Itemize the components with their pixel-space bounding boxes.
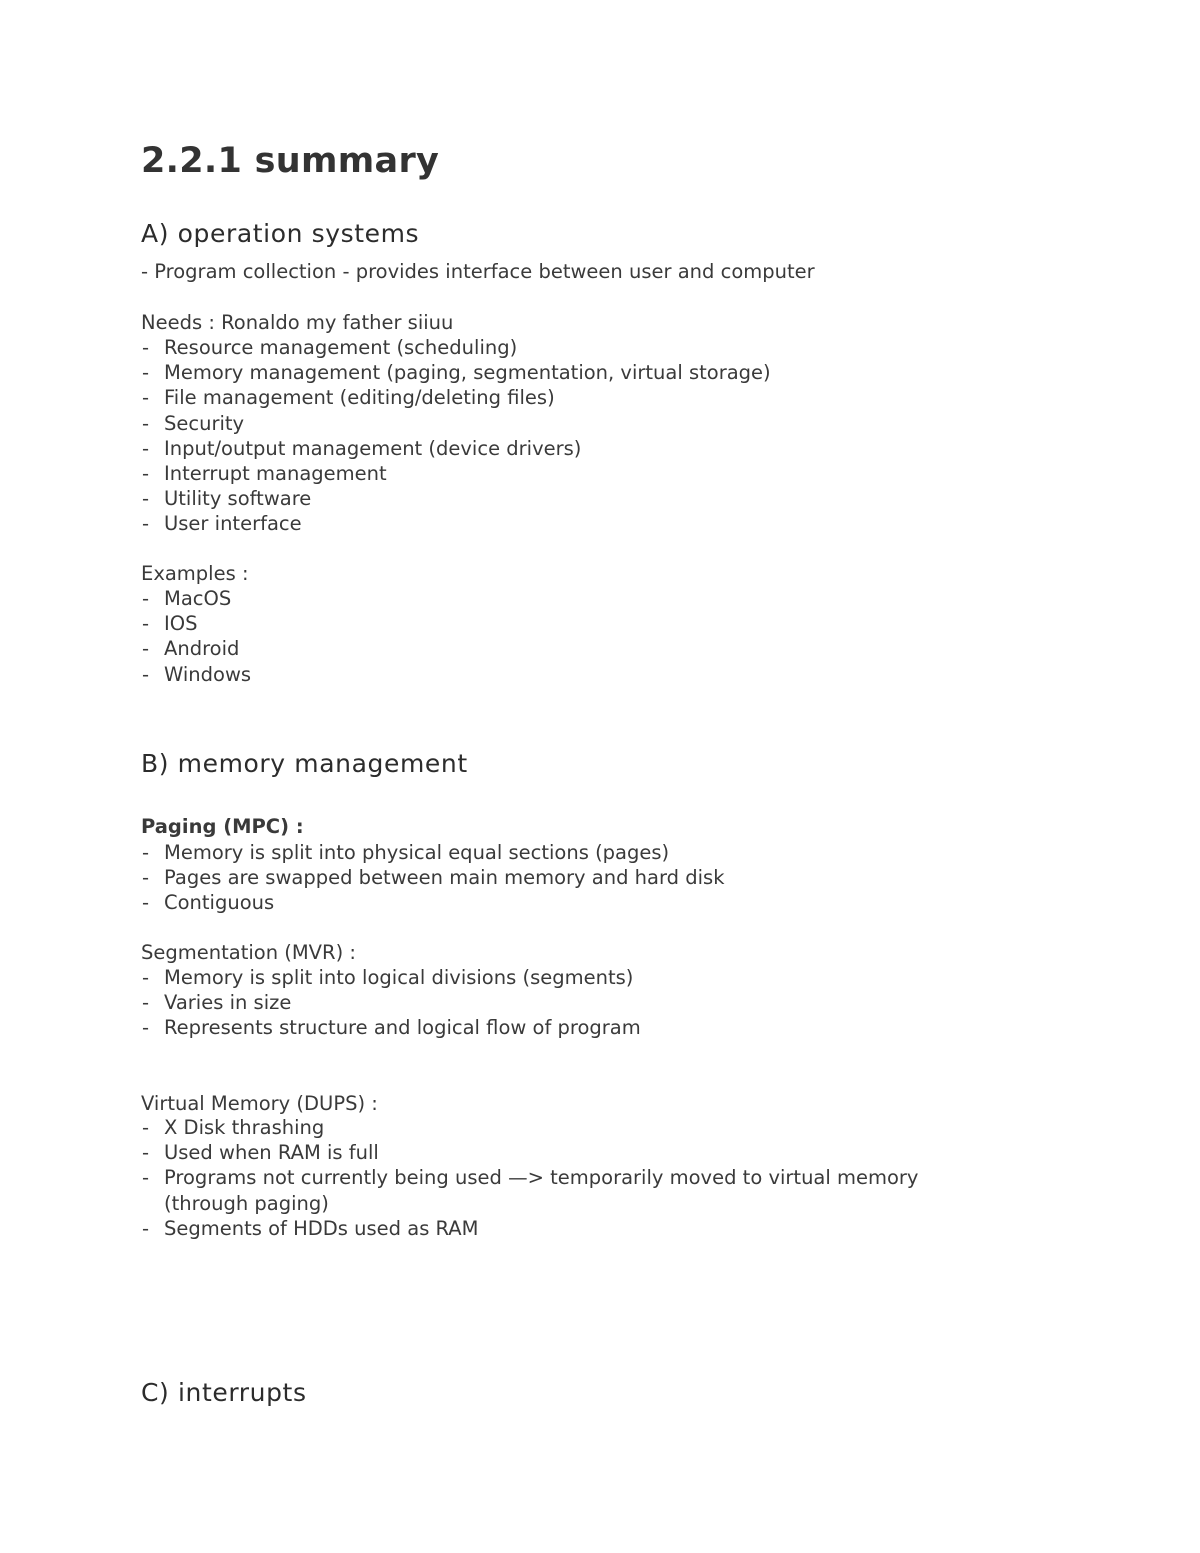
- segmentation-label: Segmentation (MVR) :: [141, 941, 356, 964]
- list-item: - IOS: [141, 611, 251, 636]
- virtual-memory-list: [141, 1115, 918, 1241]
- page-title: 2.2.1 summary: [141, 141, 440, 181]
- list-item: - Memory is split into physical equal sections (pages): [141, 840, 725, 865]
- list-item: - Used when RAM is full: [141, 1140, 918, 1165]
- needs-label: Needs : Ronaldo my father siiuu: [141, 311, 454, 334]
- list-item: - Varies in size: [141, 990, 641, 1015]
- list-item: - Android: [141, 636, 251, 661]
- list-item: - Security: [141, 411, 771, 436]
- section-b-heading: B) memory management: [141, 749, 468, 778]
- list-item-text: Programs not currently being used —> temporarily moved to virtual memory: [164, 1166, 919, 1190]
- list-item-continuation: (through paging): [164, 1191, 329, 1215]
- virtual-memory-label: Virtual Memory (DUPS) :: [141, 1092, 378, 1115]
- list-item: - Windows: [141, 662, 251, 687]
- needs-list: [141, 335, 771, 537]
- list-item: - MacOS: [141, 586, 251, 611]
- list-item: - Segments of HDDs used as RAM: [141, 1216, 918, 1241]
- list-item: - X Disk thrashing: [141, 1115, 918, 1140]
- examples-list: [141, 586, 251, 687]
- segmentation-list: [141, 965, 641, 1041]
- list-item: - User interface: [141, 511, 771, 536]
- list-item: - Interrupt management: [141, 461, 771, 486]
- list-item: [141, 1165, 918, 1215]
- list-item: - Memory is split into logical divisions (segments): [141, 965, 641, 990]
- examples-label: Examples :: [141, 562, 249, 585]
- list-item: - File management (editing/deleting files): [141, 385, 771, 410]
- list-item: - Utility software: [141, 486, 771, 511]
- list-item: - Input/output management (device drivers): [141, 436, 771, 461]
- section-a-intro: - Program collection - provides interface between user and computer: [141, 260, 815, 283]
- list-item: - Memory management (paging, segmentation, virtual storage): [141, 360, 771, 385]
- list-item: - Represents structure and logical flow of program: [141, 1015, 641, 1040]
- list-item: - Resource management (scheduling): [141, 335, 771, 360]
- list-item: - Contiguous: [141, 890, 725, 915]
- section-a-heading: A) operation systems: [141, 219, 420, 248]
- section-c-heading: C) interrupts: [141, 1378, 307, 1407]
- list-item: - Pages are swapped between main memory and hard disk: [141, 865, 725, 890]
- paging-list: [141, 840, 725, 916]
- paging-label: Paging (MPC) :: [141, 815, 304, 838]
